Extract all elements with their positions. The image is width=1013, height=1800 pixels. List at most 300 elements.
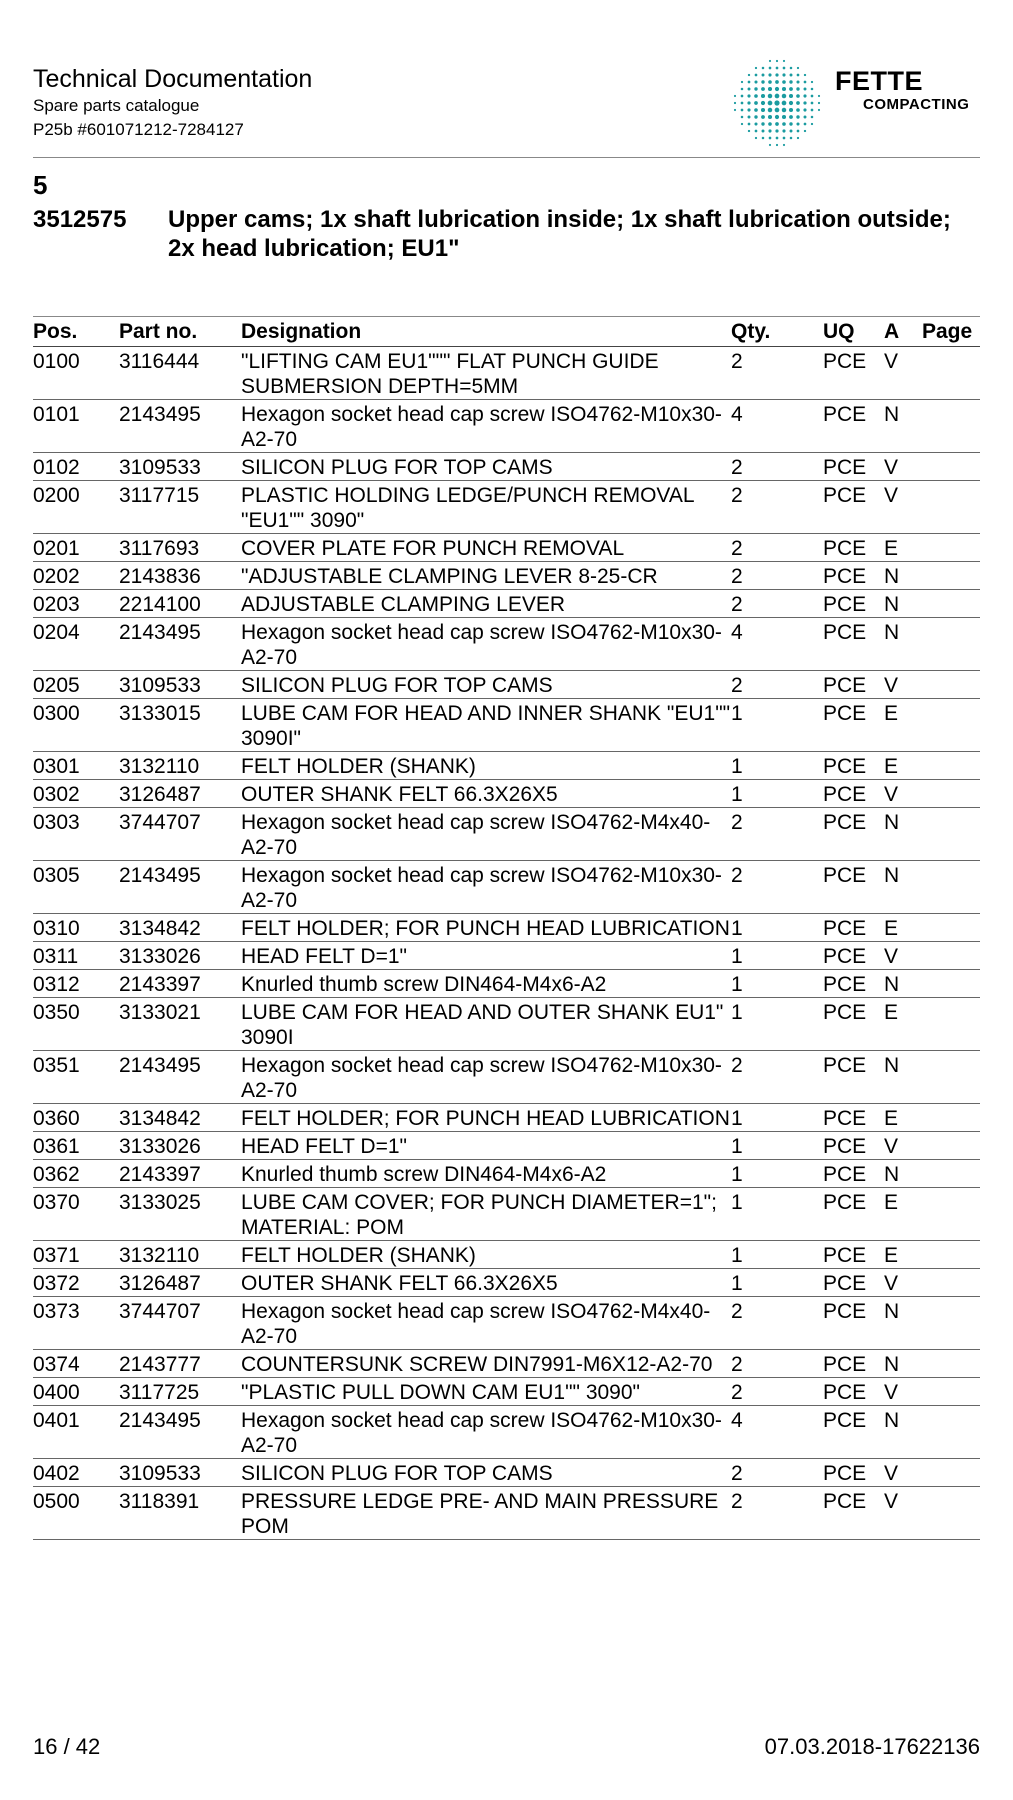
assembly-number: 3512575 bbox=[33, 206, 127, 233]
cell-page bbox=[922, 861, 980, 914]
logo-dot bbox=[761, 87, 765, 91]
cell-uq: PCE bbox=[823, 1381, 867, 1404]
logo-dot bbox=[747, 108, 750, 111]
cell-part-no: 2143777 bbox=[119, 1353, 201, 1376]
cell-pos: 0102 bbox=[33, 456, 80, 479]
cell-page bbox=[922, 1188, 980, 1241]
cell-a: V bbox=[884, 945, 899, 968]
table-header-row bbox=[33, 317, 980, 347]
cell-a: N bbox=[884, 1054, 900, 1077]
cell-pos: 0360 bbox=[33, 1107, 80, 1130]
logo-dot bbox=[775, 108, 780, 113]
logo-dot bbox=[775, 122, 779, 126]
logo-dot bbox=[747, 94, 750, 97]
cell-part-no: 2143495 bbox=[119, 864, 201, 887]
cell-qty: 2 bbox=[731, 864, 743, 887]
cell-pos: 0101 bbox=[33, 403, 80, 426]
logo-dot bbox=[818, 102, 820, 104]
logo-dot bbox=[762, 137, 765, 140]
logo-dot bbox=[769, 137, 772, 140]
cell-pos: 0200 bbox=[33, 484, 80, 507]
logo-dot bbox=[762, 67, 765, 70]
cell-qty: 1 bbox=[731, 917, 743, 940]
logo-dot bbox=[796, 80, 799, 83]
logo-dot bbox=[796, 101, 800, 105]
cell-page bbox=[922, 970, 980, 998]
logo-dot bbox=[789, 80, 792, 83]
table-row bbox=[33, 1104, 980, 1132]
cell-qty: 2 bbox=[731, 593, 743, 616]
cell-uq: PCE bbox=[823, 1163, 867, 1186]
logo-dot bbox=[761, 115, 765, 119]
logo-dot bbox=[797, 137, 799, 139]
cell-pos: 0373 bbox=[33, 1300, 80, 1323]
cell-page bbox=[922, 1241, 980, 1269]
column-header-designation: Designation bbox=[241, 320, 362, 343]
cell-uq: PCE bbox=[823, 1490, 867, 1513]
cell-designation: Knurled thumb screw DIN464-M4x6-A2 bbox=[241, 1163, 607, 1186]
cell-qty: 1 bbox=[731, 973, 743, 996]
cell-pos: 0303 bbox=[33, 811, 80, 834]
logo-dot bbox=[789, 115, 793, 119]
logo-dot bbox=[754, 115, 757, 118]
cell-uq: PCE bbox=[823, 484, 867, 507]
cell-qty: 2 bbox=[731, 1300, 743, 1323]
cell-a: V bbox=[884, 1272, 899, 1295]
cell-designation: HEAD FELT D=1" bbox=[241, 945, 407, 968]
cell-part-no: 3133015 bbox=[119, 702, 201, 725]
cell-a: V bbox=[884, 1462, 899, 1485]
cell-designation: FELT HOLDER; FOR PUNCH HEAD LUBRICATION bbox=[241, 1107, 730, 1130]
header-divider bbox=[33, 157, 980, 158]
column-header-a: A bbox=[884, 320, 900, 343]
cell-designation: PLASTIC HOLDING LEDGE/PUNCH REMOVAL "EU1"" 3090" bbox=[241, 484, 694, 532]
logo-dot bbox=[790, 137, 793, 140]
cell-pos: 0100 bbox=[33, 350, 80, 373]
cell-page bbox=[922, 998, 980, 1051]
logo-dot bbox=[741, 88, 744, 91]
date-reference: 07.03.2018-17622136 bbox=[764, 1734, 980, 1759]
document-reference: P25b #601071212-7284127 bbox=[33, 120, 244, 139]
cell-part-no: 3133021 bbox=[119, 1001, 201, 1024]
cell-a: E bbox=[884, 537, 899, 560]
logo-dot bbox=[804, 74, 806, 76]
cell-page bbox=[922, 942, 980, 970]
assembly-description: Upper cams; 1x shaft lubrication inside; 1x shaft lubrication outside; 2x head lubrication; EU1" bbox=[168, 206, 951, 262]
cell-page bbox=[922, 618, 980, 671]
logo-dot bbox=[818, 109, 820, 111]
logo-dot bbox=[761, 94, 765, 98]
cell-designation: SILICON PLUG FOR TOP CAMS bbox=[241, 1462, 553, 1485]
cell-qty: 4 bbox=[731, 403, 743, 426]
logo-dot bbox=[797, 67, 799, 69]
logo-dot bbox=[803, 101, 806, 104]
cell-page bbox=[922, 400, 980, 453]
logo-dot bbox=[811, 88, 814, 91]
dot-sphere-logo-icon bbox=[730, 56, 825, 151]
cell-pos: 0401 bbox=[33, 1409, 80, 1432]
cell-a: E bbox=[884, 1244, 899, 1267]
cell-part-no: 3744707 bbox=[119, 811, 201, 834]
cell-page bbox=[922, 780, 980, 808]
logo-dot bbox=[755, 137, 757, 139]
cell-page bbox=[922, 671, 980, 699]
logo-dot bbox=[734, 95, 736, 97]
document-page bbox=[33, 0, 980, 1800]
cell-qty: 4 bbox=[731, 1409, 743, 1432]
logo-dot bbox=[734, 102, 736, 104]
logo-dot bbox=[748, 81, 751, 84]
logo-dot bbox=[783, 144, 785, 146]
logo-dot bbox=[789, 101, 793, 105]
cell-part-no: 2143495 bbox=[119, 1409, 201, 1432]
cell-pos: 0351 bbox=[33, 1054, 80, 1077]
logo-dot bbox=[755, 74, 758, 77]
logo-dot bbox=[776, 137, 779, 140]
logo-dot bbox=[782, 122, 786, 126]
logo-dot bbox=[761, 108, 765, 112]
cell-pos: 0361 bbox=[33, 1135, 80, 1158]
cell-uq: PCE bbox=[823, 1353, 867, 1376]
cell-designation: LUBE CAM FOR HEAD AND INNER SHANK "EU1"" 3090I" bbox=[241, 702, 731, 750]
cell-part-no: 2214100 bbox=[119, 593, 201, 616]
logo-dot bbox=[782, 101, 787, 106]
cell-part-no: 3133026 bbox=[119, 1135, 201, 1158]
cell-part-no: 3109533 bbox=[119, 674, 201, 697]
document-subtitle: Spare parts catalogue bbox=[33, 96, 200, 115]
cell-pos: 0400 bbox=[33, 1381, 80, 1404]
table-row bbox=[33, 590, 980, 618]
table-row bbox=[33, 481, 980, 534]
cell-designation: OUTER SHANK FELT 66.3X26X5 bbox=[241, 783, 558, 806]
logo-dot bbox=[782, 94, 786, 98]
cell-a: N bbox=[884, 403, 900, 426]
cell-qty: 4 bbox=[731, 621, 743, 644]
cell-page bbox=[922, 752, 980, 780]
logo-dot bbox=[768, 115, 772, 119]
cell-part-no: 3132110 bbox=[119, 1244, 200, 1267]
cell-pos: 0312 bbox=[33, 973, 80, 996]
cell-page bbox=[922, 453, 980, 481]
logo-dot bbox=[804, 116, 807, 119]
logo-dot bbox=[789, 94, 793, 98]
table-row bbox=[33, 1160, 980, 1188]
logo-dot bbox=[776, 60, 778, 62]
table-row bbox=[33, 1051, 980, 1104]
cell-uq: PCE bbox=[823, 1409, 867, 1432]
cell-page bbox=[922, 1378, 980, 1406]
cell-pos: 0202 bbox=[33, 565, 80, 588]
cell-designation: LUBE CAM COVER; FOR PUNCH DIAMETER=1"; MATERIAL: POM bbox=[241, 1191, 717, 1239]
table-row bbox=[33, 671, 980, 699]
cell-designation: FELT HOLDER; FOR PUNCH HEAD LUBRICATION bbox=[241, 917, 730, 940]
logo-dot bbox=[748, 116, 751, 119]
cell-designation: "LIFTING CAM EU1""" FLAT PUNCH GUIDE SUBMERSION DEPTH=5MM bbox=[241, 350, 659, 398]
cell-qty: 2 bbox=[731, 456, 743, 479]
logo-dot bbox=[769, 67, 772, 70]
cell-part-no: 3117693 bbox=[119, 537, 200, 560]
logo-dot bbox=[797, 74, 800, 77]
logo-dot bbox=[782, 129, 785, 132]
cell-page bbox=[922, 808, 980, 861]
column-header-part-no: Part no. bbox=[119, 320, 198, 343]
logo-dot bbox=[754, 122, 757, 125]
logo-dot bbox=[774, 100, 779, 105]
table-row bbox=[33, 1406, 980, 1459]
cell-a: E bbox=[884, 1191, 899, 1214]
table-row bbox=[33, 453, 980, 481]
logo-dot bbox=[797, 130, 800, 133]
cell-a: E bbox=[884, 1001, 899, 1024]
cell-part-no: 3109533 bbox=[119, 1462, 201, 1485]
logo-dot bbox=[804, 88, 807, 91]
cell-page bbox=[922, 1297, 980, 1350]
cell-qty: 2 bbox=[731, 537, 743, 560]
logo-dot bbox=[776, 144, 778, 146]
cell-page bbox=[922, 1459, 980, 1487]
table-row bbox=[33, 1188, 980, 1241]
table-row bbox=[33, 1378, 980, 1406]
logo-dot bbox=[755, 130, 758, 133]
cell-uq: PCE bbox=[823, 917, 867, 940]
cell-designation: PRESSURE LEDGE PRE- AND MAIN PRESSURE POM bbox=[241, 1490, 719, 1538]
cell-pos: 0402 bbox=[33, 1462, 80, 1485]
cell-uq: PCE bbox=[823, 1191, 867, 1214]
column-header-uq: UQ bbox=[823, 320, 855, 343]
logo-dot bbox=[790, 74, 793, 77]
logo-dot bbox=[804, 123, 807, 126]
cell-a: E bbox=[884, 1107, 899, 1130]
cell-qty: 1 bbox=[731, 1001, 743, 1024]
cell-part-no: 2143836 bbox=[119, 565, 201, 588]
table-row bbox=[33, 914, 980, 942]
logo-dot bbox=[734, 109, 736, 111]
cell-pos: 0362 bbox=[33, 1163, 80, 1186]
cell-part-no: 3133025 bbox=[119, 1191, 201, 1214]
logo-dot bbox=[818, 95, 820, 97]
cell-designation: Hexagon socket head cap screw ISO4762-M10x30-A2-70 bbox=[241, 1409, 722, 1457]
table-row bbox=[33, 1241, 980, 1269]
logo-dot bbox=[796, 115, 799, 118]
cell-qty: 2 bbox=[731, 1462, 743, 1485]
cell-uq: PCE bbox=[823, 702, 867, 725]
table-row bbox=[33, 1487, 980, 1540]
table-row bbox=[33, 780, 980, 808]
logo-dot bbox=[775, 73, 778, 76]
cell-part-no: 2143495 bbox=[119, 1054, 201, 1077]
cell-designation: COUNTERSUNK SCREW DIN7991-M6X12-A2-70 bbox=[241, 1353, 713, 1376]
table-row bbox=[33, 699, 980, 752]
logo-dot bbox=[768, 129, 771, 132]
cell-page bbox=[922, 914, 980, 942]
cell-qty: 1 bbox=[731, 1272, 743, 1295]
cell-designation: HEAD FELT D=1" bbox=[241, 1135, 407, 1158]
cell-pos: 0370 bbox=[33, 1191, 80, 1214]
cell-designation: Hexagon socket head cap screw ISO4762-M10x30-A2-70 bbox=[241, 621, 722, 669]
cell-page bbox=[922, 1350, 980, 1378]
table-row bbox=[33, 562, 980, 590]
cell-page bbox=[922, 1487, 980, 1540]
cell-part-no: 2143397 bbox=[119, 973, 201, 996]
cell-pos: 0201 bbox=[33, 537, 80, 560]
cell-a: V bbox=[884, 1135, 899, 1158]
cell-page bbox=[922, 699, 980, 752]
cell-a: V bbox=[884, 1490, 899, 1513]
cell-qty: 1 bbox=[731, 1135, 743, 1158]
cell-pos: 0203 bbox=[33, 593, 80, 616]
logo-dot bbox=[783, 60, 785, 62]
cell-part-no: 3744707 bbox=[119, 1300, 201, 1323]
cell-part-no: 3134842 bbox=[119, 1107, 201, 1130]
cell-part-no: 2143397 bbox=[119, 1163, 201, 1186]
cell-part-no: 3109533 bbox=[119, 456, 201, 479]
column-header-pos: Pos. bbox=[33, 320, 78, 343]
section-number: 5 bbox=[33, 170, 48, 200]
brand-line-1: FETTE bbox=[835, 66, 923, 96]
cell-uq: PCE bbox=[823, 1054, 867, 1077]
cell-a: N bbox=[884, 565, 900, 588]
logo-dot bbox=[782, 108, 786, 112]
logo-dot bbox=[768, 87, 772, 91]
table-row bbox=[33, 752, 980, 780]
table-row bbox=[33, 808, 980, 861]
logo-dot bbox=[741, 102, 744, 105]
logo-dot bbox=[775, 87, 779, 91]
logo-dot bbox=[761, 80, 764, 83]
cell-a: N bbox=[884, 973, 900, 996]
table-row bbox=[33, 618, 980, 671]
logo-dot bbox=[783, 67, 786, 70]
cell-page bbox=[922, 481, 980, 534]
logo-dot bbox=[796, 87, 799, 90]
table-row bbox=[33, 998, 980, 1051]
logo-dot bbox=[782, 115, 786, 119]
cell-part-no: 3133026 bbox=[119, 945, 201, 968]
cell-qty: 1 bbox=[731, 945, 743, 968]
logo-dot bbox=[754, 101, 758, 105]
logo-dot bbox=[811, 116, 814, 119]
cell-page bbox=[922, 347, 980, 400]
cell-a: V bbox=[884, 484, 899, 507]
logo-dot bbox=[789, 87, 793, 91]
logo-dot bbox=[775, 80, 779, 84]
logo-dot bbox=[811, 102, 814, 105]
logo-dot bbox=[782, 80, 786, 84]
cell-page bbox=[922, 1132, 980, 1160]
cell-pos: 0374 bbox=[33, 1353, 80, 1376]
logo-dot bbox=[754, 108, 758, 112]
cell-pos: 0372 bbox=[33, 1272, 80, 1295]
cell-uq: PCE bbox=[823, 621, 867, 644]
logo-dot bbox=[811, 81, 813, 83]
cell-designation: Hexagon socket head cap screw ISO4762-M4x40-A2-70 bbox=[241, 1300, 711, 1348]
cell-pos: 0302 bbox=[33, 783, 80, 806]
cell-a: N bbox=[884, 1353, 900, 1376]
cell-pos: 0350 bbox=[33, 1001, 80, 1024]
cell-page bbox=[922, 1104, 980, 1132]
logo-dot bbox=[803, 94, 806, 97]
cell-designation: "ADJUSTABLE CLAMPING LEVER 8-25-CR bbox=[241, 565, 658, 588]
cell-uq: PCE bbox=[823, 1462, 867, 1485]
cell-designation: Knurled thumb screw DIN464-M4x6-A2 bbox=[241, 973, 607, 996]
cell-uq: PCE bbox=[823, 350, 867, 373]
logo-dot bbox=[741, 123, 743, 125]
logo-dot bbox=[761, 101, 765, 105]
logo-dot bbox=[769, 144, 771, 146]
logo-dot bbox=[755, 67, 757, 69]
table-row bbox=[33, 347, 980, 400]
cell-qty: 2 bbox=[731, 1353, 743, 1376]
logo-dot bbox=[768, 122, 772, 126]
column-header-qty: Qty. bbox=[731, 320, 771, 343]
cell-page bbox=[922, 1051, 980, 1104]
cell-uq: PCE bbox=[823, 973, 867, 996]
logo-dot bbox=[804, 81, 807, 84]
cell-uq: PCE bbox=[823, 945, 867, 968]
cell-designation: ADJUSTABLE CLAMPING LEVER bbox=[241, 593, 566, 616]
cell-page bbox=[922, 1269, 980, 1297]
cell-a: N bbox=[884, 1300, 900, 1323]
cell-part-no: 3134842 bbox=[119, 917, 201, 940]
cell-qty: 2 bbox=[731, 350, 743, 373]
cell-a: N bbox=[884, 811, 900, 834]
cell-pos: 0300 bbox=[33, 702, 80, 725]
table-row bbox=[33, 400, 980, 453]
table-row bbox=[33, 861, 980, 914]
cell-a: V bbox=[884, 350, 899, 373]
cell-page bbox=[922, 1406, 980, 1459]
cell-qty: 1 bbox=[731, 702, 743, 725]
cell-a: N bbox=[884, 864, 900, 887]
cell-pos: 0205 bbox=[33, 674, 80, 697]
cell-part-no: 2143495 bbox=[119, 403, 201, 426]
logo-dot bbox=[811, 95, 814, 98]
logo-dot bbox=[775, 94, 780, 99]
logo-dot bbox=[754, 87, 757, 90]
cell-uq: PCE bbox=[823, 783, 867, 806]
logo-dot bbox=[790, 130, 793, 133]
cell-pos: 0204 bbox=[33, 621, 80, 644]
cell-a: N bbox=[884, 1163, 900, 1186]
cell-a: V bbox=[884, 674, 899, 697]
logo-dot bbox=[741, 81, 743, 83]
cell-qty: 2 bbox=[731, 565, 743, 588]
logo-dot bbox=[789, 108, 793, 112]
cell-designation: FELT HOLDER (SHANK) bbox=[241, 755, 476, 778]
cell-qty: 1 bbox=[731, 1163, 743, 1186]
logo-dot bbox=[762, 74, 765, 77]
cell-a: N bbox=[884, 593, 900, 616]
cell-designation: OUTER SHANK FELT 66.3X26X5 bbox=[241, 1272, 558, 1295]
cell-qty: 2 bbox=[731, 1054, 743, 1077]
cell-pos: 0310 bbox=[33, 917, 80, 940]
cell-designation: Hexagon socket head cap screw ISO4762-M10x30-A2-70 bbox=[241, 1054, 722, 1102]
table-row bbox=[33, 1350, 980, 1378]
cell-uq: PCE bbox=[823, 755, 867, 778]
cell-part-no: 2143495 bbox=[119, 621, 201, 644]
logo-dot bbox=[768, 80, 772, 84]
cell-uq: PCE bbox=[823, 1244, 867, 1267]
logo-dot bbox=[748, 123, 751, 126]
cell-pos: 0500 bbox=[33, 1490, 80, 1513]
cell-qty: 1 bbox=[731, 1107, 743, 1130]
logo-dot bbox=[776, 67, 779, 70]
logo-dot bbox=[769, 60, 771, 62]
parts-table-body bbox=[33, 347, 980, 1540]
parts-table bbox=[33, 316, 980, 1540]
logo-dot bbox=[748, 130, 750, 132]
cell-part-no: 3118391 bbox=[119, 1490, 200, 1513]
